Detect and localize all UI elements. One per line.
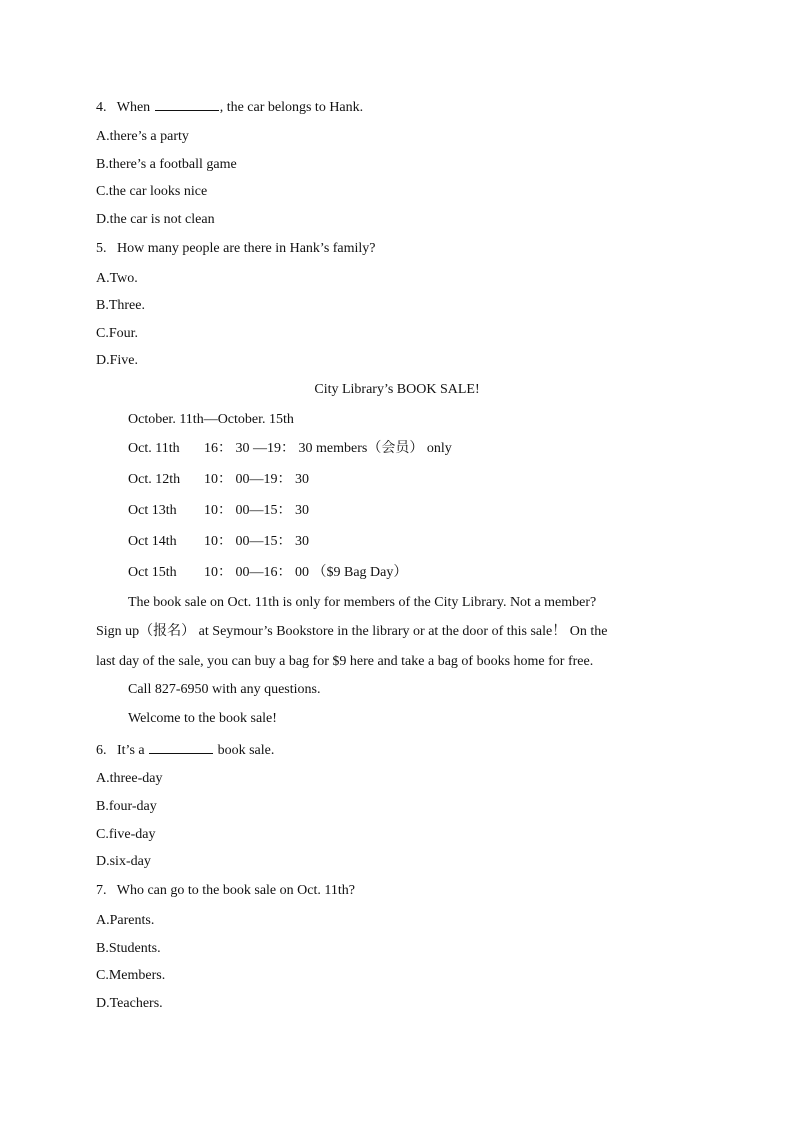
question-text-before: When <box>116 100 151 115</box>
schedule-day: Oct 14th <box>128 534 177 549</box>
schedule-day: Oct 13th <box>128 503 177 518</box>
schedule-row <box>128 440 452 458</box>
schedule-time: 10： 00—19： 30 <box>204 472 309 487</box>
question-text: How many people are there in Hank’s family? <box>117 241 376 256</box>
schedule-day: Oct. 12th <box>128 472 181 487</box>
option-a: A.Parents. <box>96 913 155 928</box>
option-c: C.Four. <box>96 326 139 341</box>
notice-paragraph-line: Sign up（报名） at Seymour’s Bookstore in the library or at the door of this sale！ On the <box>96 624 608 639</box>
option-b: B.Students. <box>96 941 161 956</box>
schedule-time: 10： 00—16： 00 （$9 Bag Day） <box>204 565 408 580</box>
option-d: D.Teachers. <box>96 996 163 1011</box>
schedule-row <box>128 502 309 520</box>
question-text-after: , the car belongs to Hank. <box>219 100 364 115</box>
question-5-stem <box>96 240 376 258</box>
question-text-after: book sale. <box>217 743 275 758</box>
question-text-before: It’s a <box>117 743 145 758</box>
question-number: 5. <box>96 241 107 256</box>
option-c: C.five-day <box>96 827 156 842</box>
option-a: A.Two. <box>96 271 138 286</box>
schedule-time: 10： 00—15： 30 <box>204 503 309 518</box>
notice-dates: October. 11th—October. 15th <box>128 412 294 427</box>
answer-blank <box>149 741 213 754</box>
notice-paragraph-line: The book sale on Oct. 11th is only for members of the City Library. Not a member? <box>128 595 597 610</box>
option-c: C.the car looks nice <box>96 184 208 199</box>
question-number: 7. <box>96 883 107 898</box>
question-number: 6. <box>96 743 107 758</box>
notice-paragraph-line: last day of the sale, you can buy a bag for $9 here and take a bag of books home for free. <box>96 654 594 669</box>
notice-title: City Library’s BOOK SALE! <box>314 382 480 397</box>
option-a: A.three-day <box>96 771 163 786</box>
question-4-stem <box>96 98 363 117</box>
option-b: B.Three. <box>96 298 145 313</box>
option-d: D.the car is not clean <box>96 212 215 227</box>
option-a: A.there’s a party <box>96 129 189 144</box>
question-7-stem <box>96 882 355 900</box>
schedule-row <box>128 471 309 489</box>
schedule-day: Oct. 11th <box>128 441 180 456</box>
notice-call: Call 827-6950 with any questions. <box>128 682 321 697</box>
option-d: D.six-day <box>96 854 151 869</box>
schedule-row <box>128 533 309 551</box>
notice-welcome: Welcome to the book sale! <box>128 711 277 726</box>
schedule-time: 16： 30 —19： 30 members（会员） only <box>204 441 452 456</box>
question-number: 4. <box>96 100 107 115</box>
schedule-time: 10： 00—15： 30 <box>204 534 309 549</box>
schedule-row <box>128 564 407 582</box>
option-c: C.Members. <box>96 968 166 983</box>
question-6-stem <box>96 741 274 760</box>
option-d: D.Five. <box>96 353 138 368</box>
option-b: B.four-day <box>96 799 157 814</box>
answer-blank <box>155 98 219 111</box>
option-b: B.there’s a football game <box>96 157 237 172</box>
schedule-day: Oct 15th <box>128 565 177 580</box>
question-text: Who can go to the book sale on Oct. 11th? <box>116 883 355 898</box>
